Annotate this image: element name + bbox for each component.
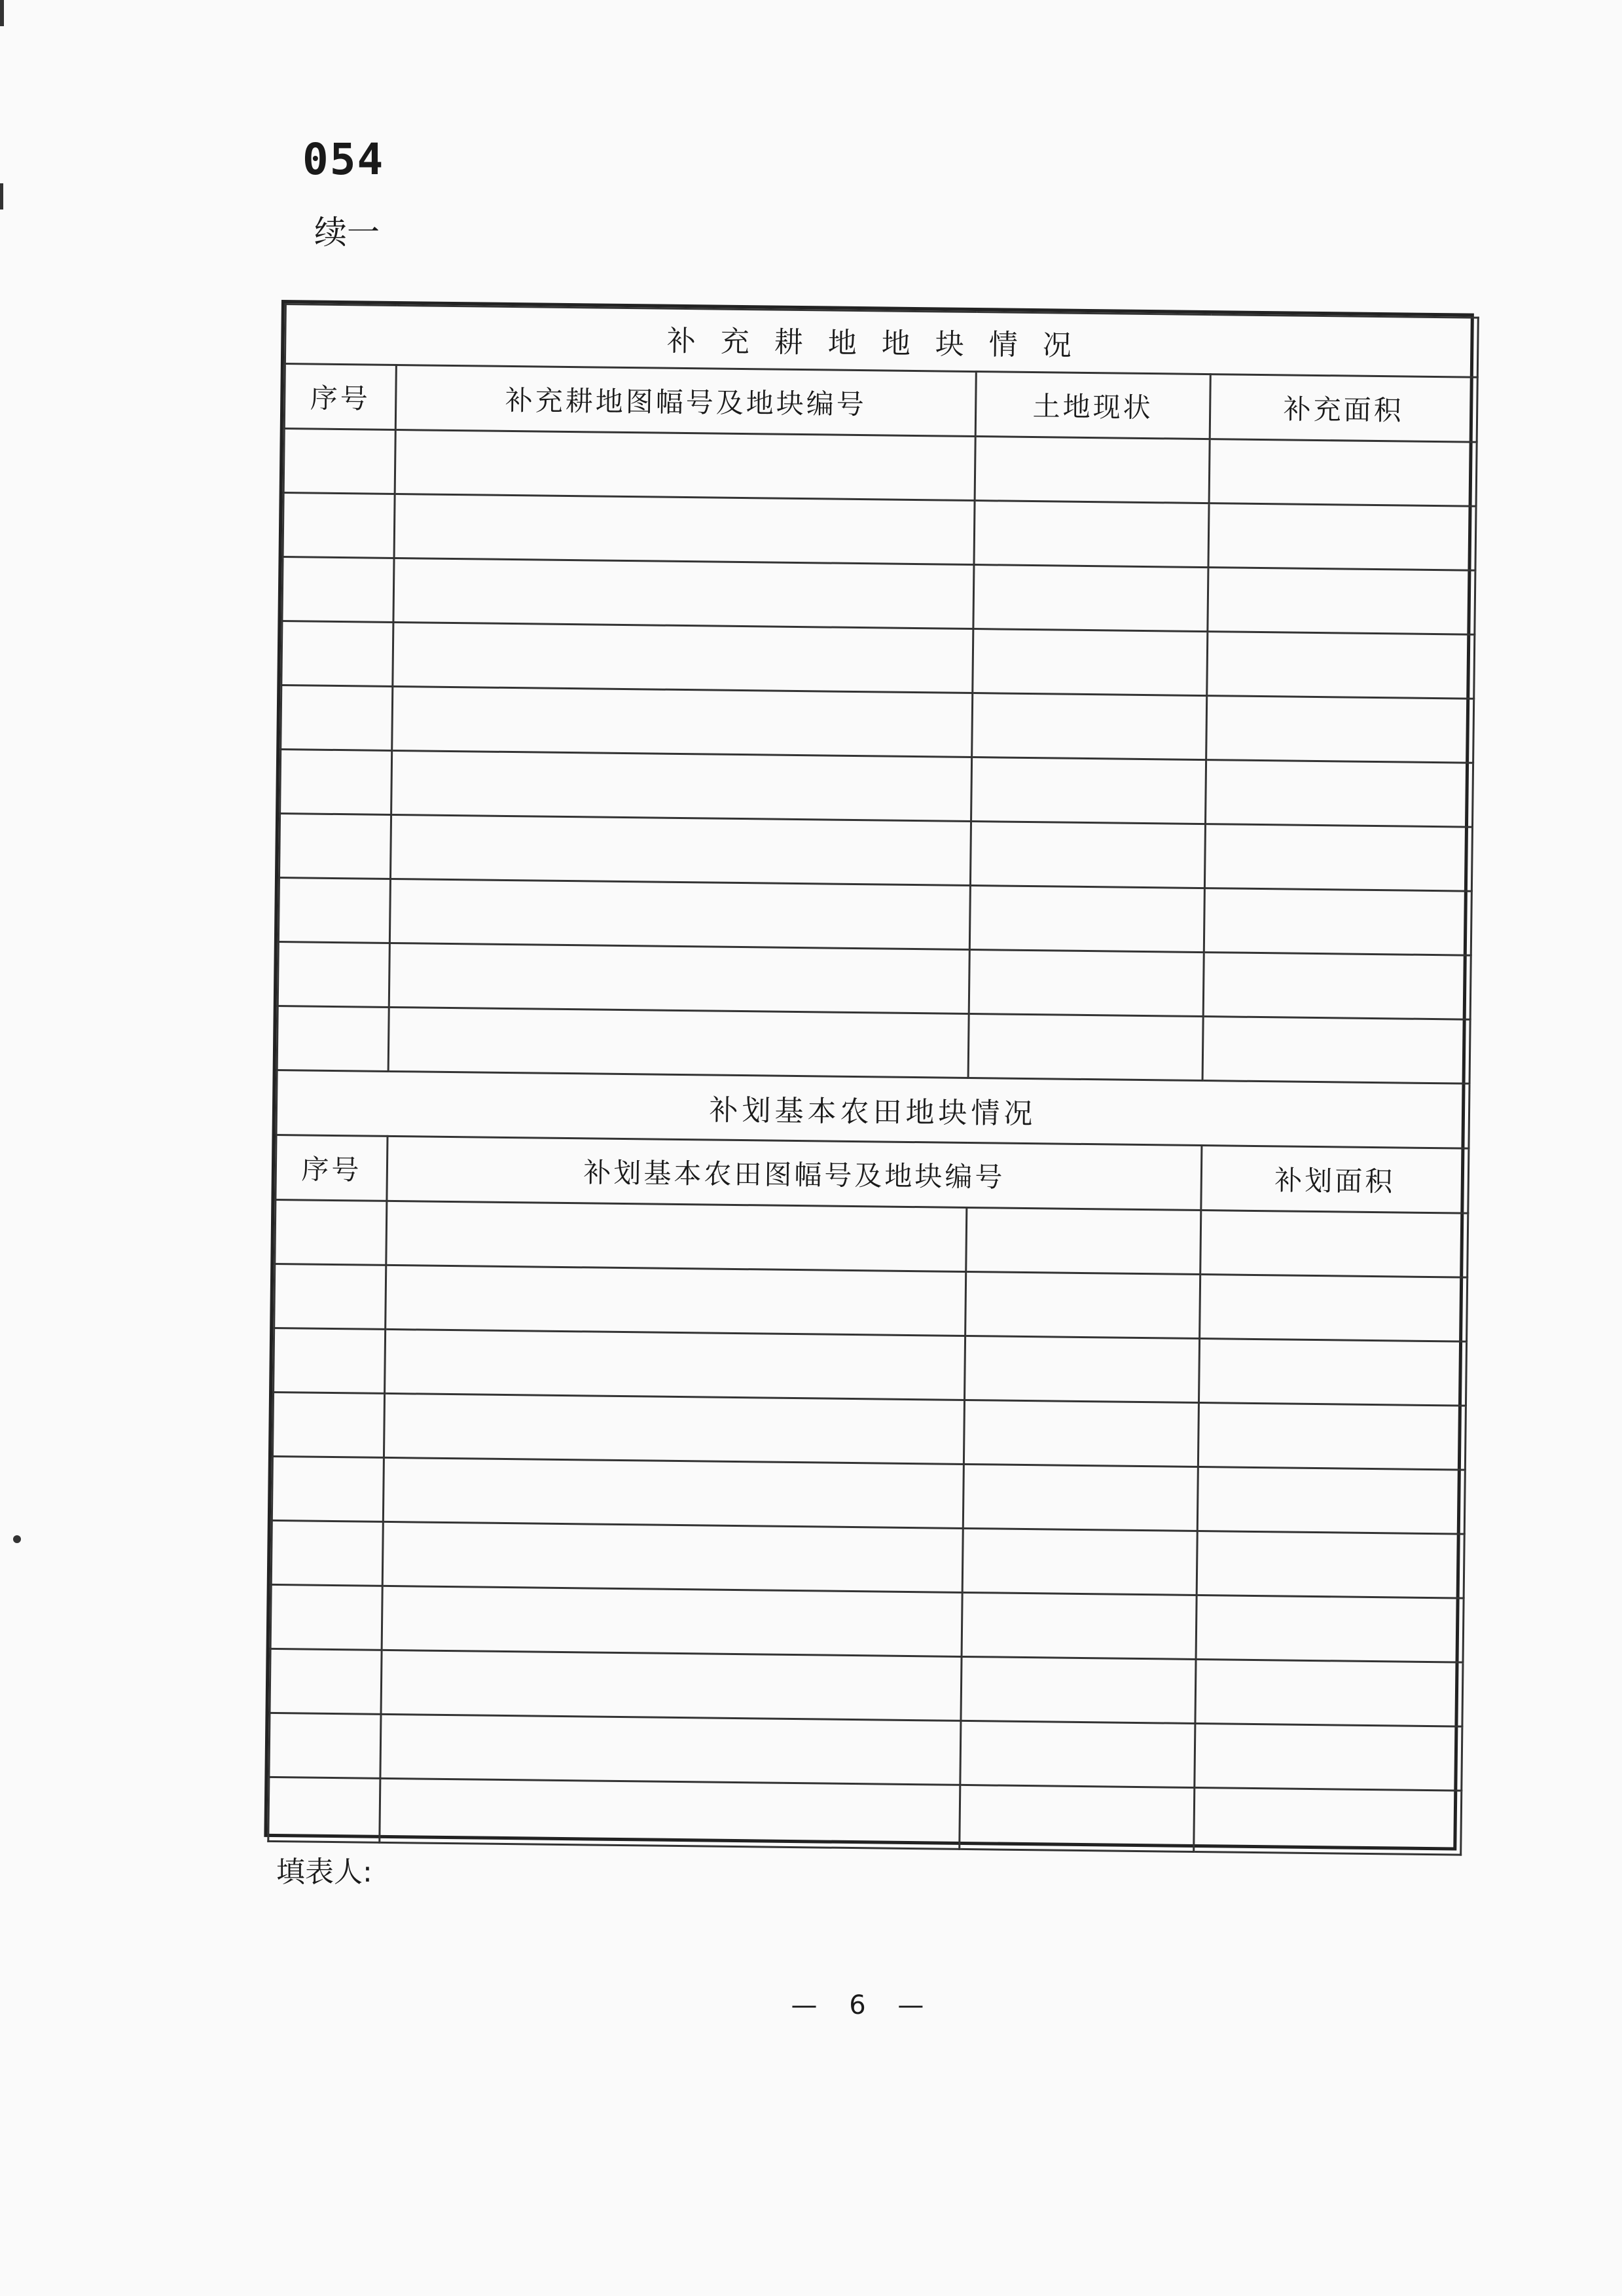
table-cell (970, 822, 1205, 888)
table-cell (281, 621, 393, 687)
table-cell (1208, 568, 1475, 635)
table-cell (960, 1785, 1195, 1851)
table-cell (1208, 503, 1476, 571)
table-cell (1206, 696, 1474, 763)
table-cell (1197, 1531, 1464, 1598)
column-header: 补充面积 (1210, 374, 1477, 443)
table-cell (381, 1650, 962, 1721)
table-cell (395, 429, 975, 500)
table-cell (1195, 1659, 1463, 1726)
table-cell (965, 1271, 1200, 1338)
table-cell (280, 750, 392, 815)
table-cell (973, 565, 1208, 632)
handwritten-page-number: 054 (302, 134, 385, 185)
table-cell (389, 879, 970, 949)
table-cell (974, 501, 1209, 568)
table-cell (271, 1520, 383, 1586)
table-cell (1194, 1787, 1462, 1855)
table-cell (388, 1007, 969, 1078)
table-cell (283, 429, 395, 494)
table-cell (1203, 953, 1471, 1020)
table-cell (962, 1528, 1197, 1595)
table-cell (272, 1456, 384, 1522)
table-row (268, 1777, 1462, 1855)
table-cell (270, 1584, 382, 1650)
table-cell (380, 1778, 960, 1849)
table-cell (392, 686, 973, 757)
section-title: 补划基本农田地块情况 (276, 1070, 1469, 1148)
table-cell (1198, 1403, 1466, 1470)
table-cell (965, 1336, 1200, 1402)
table-cell (275, 1199, 387, 1265)
table-cell (969, 949, 1204, 1016)
table-cell (1200, 1275, 1468, 1342)
continuation-label: 续一 (314, 213, 380, 251)
table-cell (971, 757, 1206, 824)
column-header: 补充耕地图幅号及地块编号 (395, 365, 976, 436)
scan-edge-mark (0, 0, 4, 26)
table-cell (278, 878, 390, 943)
table-cell (1206, 760, 1473, 828)
table-cell (383, 1457, 964, 1528)
column-header: 补划面积 (1201, 1146, 1469, 1214)
table-cell (1198, 1339, 1466, 1406)
filler-label: 填表人: (276, 1855, 372, 1889)
table-cell (960, 1721, 1195, 1787)
table-cell (283, 493, 395, 558)
table-cell (282, 557, 394, 623)
table-cell (394, 494, 975, 564)
table-cell (279, 814, 391, 879)
table-cell (380, 1714, 961, 1785)
table-cell (968, 1013, 1203, 1080)
table-cell (1196, 1595, 1464, 1662)
scan-speck (13, 1535, 21, 1543)
table-cell (278, 942, 389, 1008)
column-header: 土地现状 (975, 372, 1210, 439)
table-cell (393, 558, 974, 629)
table-cell (1204, 824, 1472, 892)
form-table (264, 300, 1474, 1851)
table-cell (274, 1328, 386, 1393)
table-cell (963, 1464, 1198, 1531)
table-cell (1197, 1467, 1465, 1535)
table-cell (964, 1400, 1198, 1467)
table-cell (382, 1522, 963, 1592)
table-cell (277, 1006, 389, 1072)
table-cell (268, 1777, 380, 1842)
column-header: 序号 (284, 364, 396, 430)
table-cell (389, 943, 969, 1013)
table-cell (961, 1656, 1196, 1723)
table-cell (966, 1207, 1201, 1274)
table-cell (972, 693, 1207, 760)
table-cell (1200, 1211, 1468, 1278)
table-cell (975, 437, 1210, 503)
table-cell (1195, 1723, 1462, 1791)
table-cell (386, 1201, 967, 1271)
table-cell (1202, 1017, 1470, 1084)
table-cell (272, 1392, 384, 1457)
table-cell (969, 885, 1204, 952)
page-footer: — 6 — (791, 1990, 936, 2020)
table-cell (393, 622, 973, 693)
table-cell (274, 1264, 386, 1329)
table-cell (390, 814, 971, 885)
scan-edge-mark (0, 183, 3, 210)
table-cell (270, 1649, 382, 1714)
table-cell (382, 1586, 962, 1656)
table-cell (281, 685, 393, 751)
table-cell (973, 629, 1208, 696)
plots-table (267, 303, 1479, 1856)
table-cell (386, 1265, 966, 1336)
table-cell (1204, 888, 1471, 956)
column-header: 补划基本农田图幅号及地块编号 (387, 1136, 1202, 1210)
table-cell (269, 1713, 381, 1778)
column-header: 序号 (276, 1135, 387, 1201)
section-title: 补充耕地地块情况 (285, 304, 1478, 378)
table-cell (1209, 439, 1477, 507)
table-cell (1207, 632, 1475, 699)
table-cell (391, 750, 972, 821)
table-cell (384, 1393, 964, 1464)
table-cell (962, 1592, 1197, 1659)
table-cell (385, 1329, 965, 1400)
